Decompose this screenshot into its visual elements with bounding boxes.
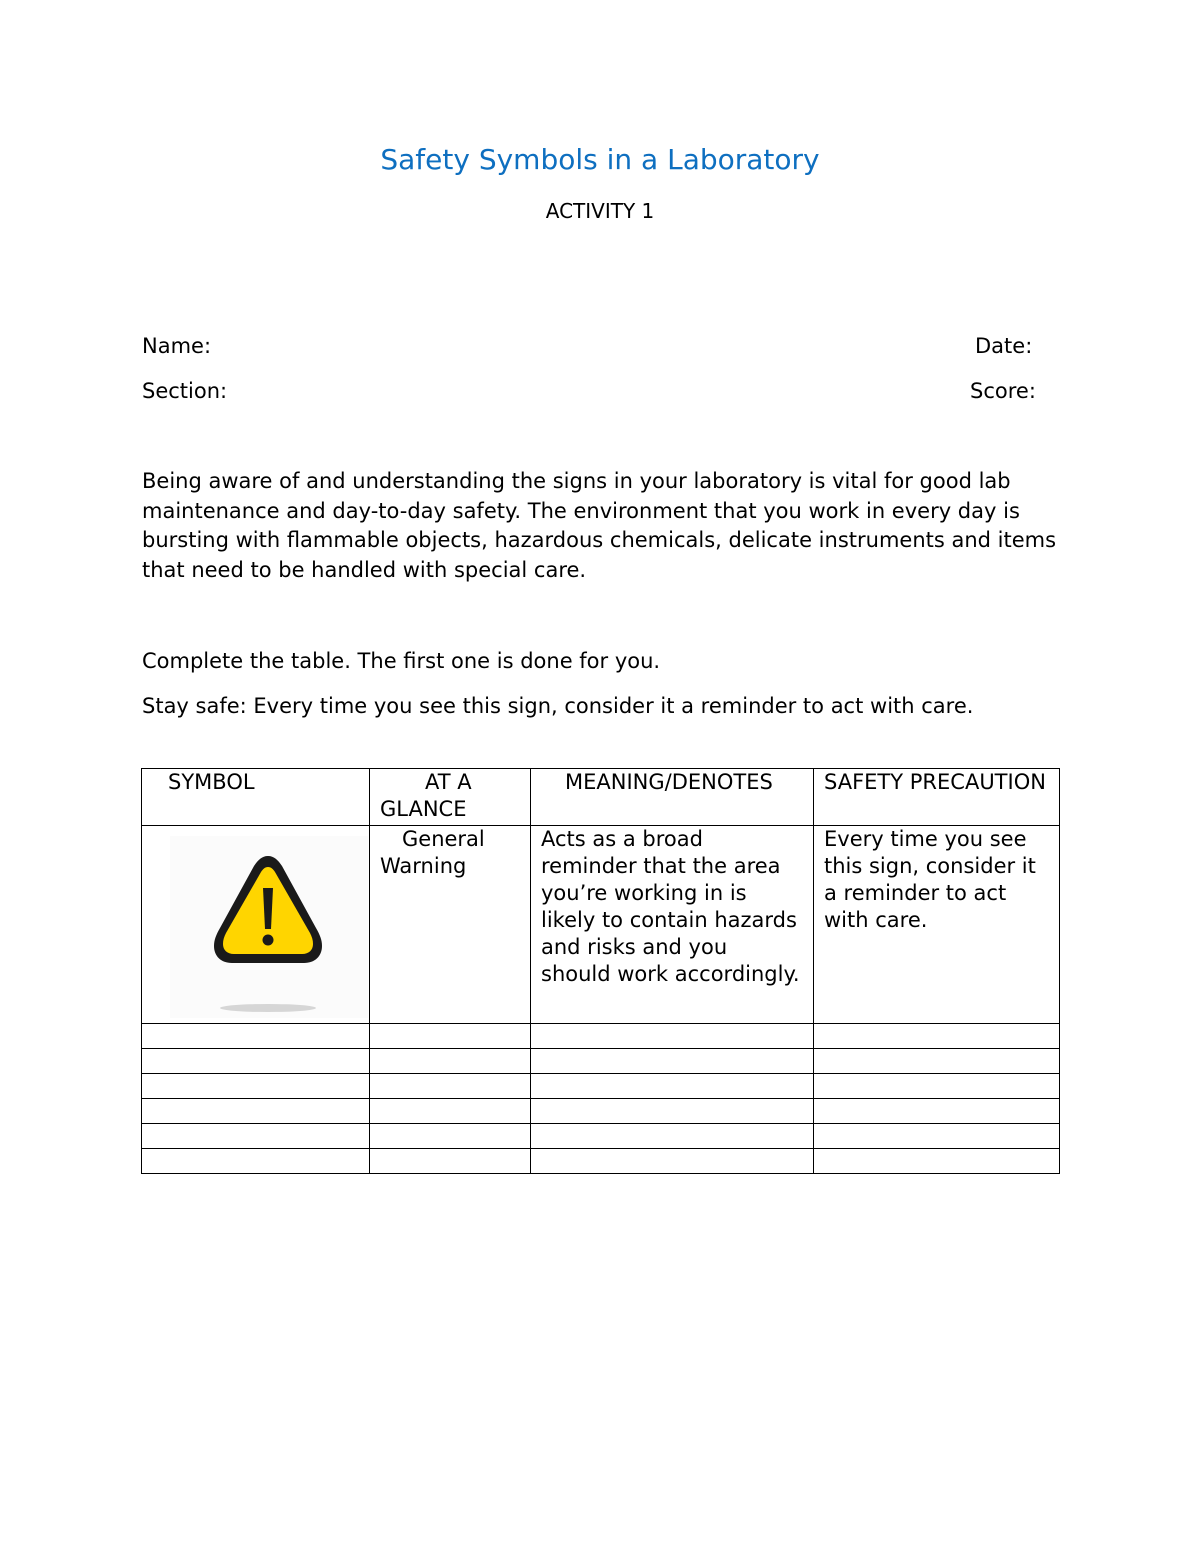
blank-cell[interactable]: [531, 1024, 814, 1049]
blank-cell[interactable]: [142, 1024, 370, 1049]
blank-cell[interactable]: [531, 1124, 814, 1149]
header-at-a-glance-text: AT A GLANCE: [380, 770, 472, 821]
header-meaning: MEANING/DENOTES: [531, 769, 814, 826]
intro-paragraph: Being aware of and understanding the signs in your laboratory is vital for good lab maintenance and day-to-day safety. The environment that you work in every day is bursting with flammable objects, hazardous chemicals, delicate instruments and items that need to be handled with special care.: [142, 469, 1057, 583]
table-row: [142, 1124, 1060, 1149]
instruction-stay-safe: Stay safe: Every time you see this sign, consider it a reminder to act with care.: [142, 694, 974, 718]
blank-cell[interactable]: [370, 1049, 531, 1074]
blank-cell[interactable]: [531, 1149, 814, 1174]
blank-cell[interactable]: [531, 1074, 814, 1099]
safety-symbols-table: [141, 768, 1060, 1174]
at-a-glance-line1: General: [402, 827, 485, 851]
blank-cell[interactable]: [370, 1024, 531, 1049]
blank-cell[interactable]: [142, 1074, 370, 1099]
date-label: Date:: [975, 334, 1033, 358]
blank-cell[interactable]: [814, 1099, 1060, 1124]
blank-cell[interactable]: [814, 1024, 1060, 1049]
warning-triangle-icon: [170, 836, 368, 1018]
table-row: [142, 1099, 1060, 1124]
at-a-glance-line2: Warning: [380, 854, 467, 878]
blank-cell[interactable]: [142, 1049, 370, 1074]
table-row: [142, 1049, 1060, 1074]
safety-precaution-cell: Every time you see this sign, consider it a reminder to act with care.: [814, 826, 1060, 1024]
blank-cell[interactable]: [142, 1099, 370, 1124]
section-label: Section:: [142, 379, 228, 403]
at-a-glance-cell: [370, 826, 531, 1024]
header-symbol: SYMBOL: [142, 769, 370, 826]
table-row: [142, 1024, 1060, 1049]
blank-cell[interactable]: [370, 1099, 531, 1124]
blank-cell[interactable]: [142, 1124, 370, 1149]
blank-cell[interactable]: [370, 1074, 531, 1099]
table-row: [142, 826, 1060, 1024]
blank-cell[interactable]: [531, 1099, 814, 1124]
table-row: [142, 1149, 1060, 1174]
blank-cell[interactable]: [142, 1149, 370, 1174]
instruction-complete: Complete the table. The first one is done for you.: [142, 649, 661, 673]
header-at-a-glance: [370, 769, 531, 826]
blank-cell[interactable]: [814, 1074, 1060, 1099]
score-label: Score:: [970, 379, 1036, 403]
table-header-row: [142, 769, 1060, 826]
table-row: [142, 1074, 1060, 1099]
blank-cell[interactable]: [814, 1049, 1060, 1074]
symbol-cell: [142, 826, 370, 1024]
meaning-cell: Acts as a broad reminder that the area you’re working in is likely to contain hazards and risks and you should work accordingly.: [531, 826, 814, 1024]
name-label: Name:: [142, 334, 212, 358]
blank-cell[interactable]: [814, 1149, 1060, 1174]
activity-label: ACTIVITY 1: [545, 199, 655, 223]
header-safety-precaution: SAFETY PRECAUTION: [814, 769, 1060, 826]
blank-cell[interactable]: [370, 1124, 531, 1149]
page-title: Safety Symbols in a Laboratory: [380, 143, 820, 176]
blank-cell[interactable]: [370, 1149, 531, 1174]
blank-cell[interactable]: [814, 1124, 1060, 1149]
blank-cell[interactable]: [531, 1049, 814, 1074]
